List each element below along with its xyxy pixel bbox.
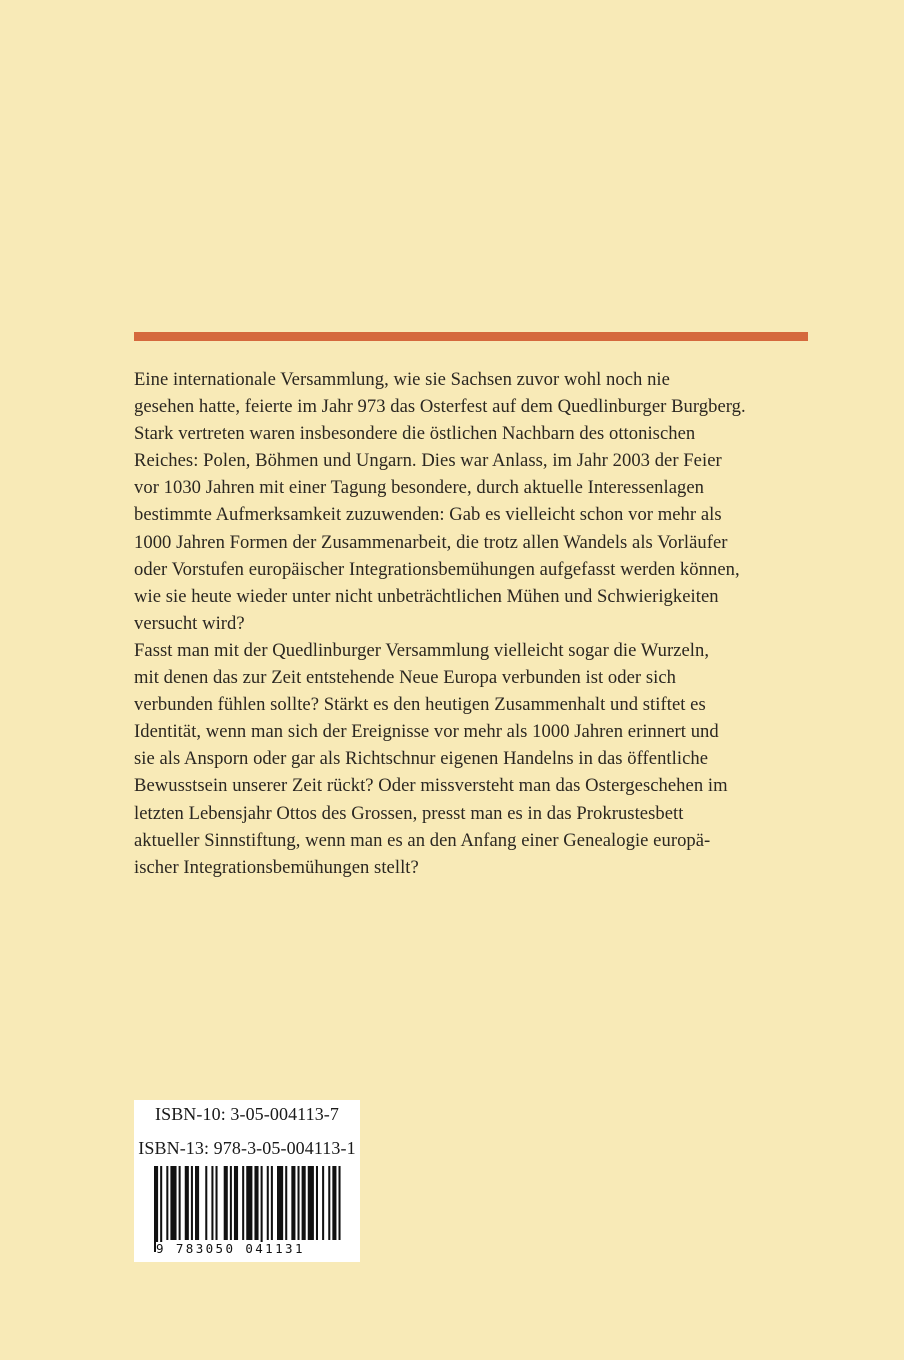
barcode-bar (246, 1166, 252, 1240)
blurb-line: letzten Lebensjahr Ottos des Grossen, presst man es in das Prokrustesbett (134, 802, 684, 824)
blurb-line: bestimmte Aufmerksamkeit zuzuwenden: Gab es vielleicht schon vor mehr als (134, 504, 722, 526)
blurb-line: verbunden fühlen sollte? Stärkt es den heutigen Zusammenhalt und stiftet es (134, 694, 706, 716)
blurb-line: vor 1030 Jahren mit einer Tagung besondere, durch aktuelle Interessenlagen (134, 477, 704, 499)
barcode-bar (216, 1166, 218, 1240)
barcode-bar (234, 1166, 238, 1240)
barcode-bar (302, 1166, 306, 1240)
blurb-line: aktueller Sinnstiftung, wenn man es an den Anfang einer Genealogie europä- (134, 829, 711, 851)
barcode-bar (316, 1166, 318, 1240)
barcode-bar (191, 1166, 193, 1240)
barcode-bar (277, 1166, 283, 1240)
barcode-bar (271, 1166, 273, 1240)
blurb-line: Reiches: Polen, Böhmen und Ungarn. Dies war Anlass, im Jahr 2003 der Feier (134, 450, 722, 472)
barcode-bar (185, 1166, 189, 1240)
barcode-bar (339, 1166, 341, 1240)
barcode-bar (160, 1166, 162, 1252)
barcode-bar (308, 1166, 314, 1240)
barcode-bar (179, 1166, 181, 1240)
barcode-bar (261, 1166, 263, 1252)
barcode-bar (166, 1166, 168, 1240)
barcode-bar (298, 1166, 300, 1240)
barcode-bar (332, 1166, 336, 1240)
blurb-line: gesehen hatte, feierte im Jahr 973 das Osterfest auf dem Quedlinburger Burgberg. (134, 396, 746, 418)
blurb-line: Stark vertreten waren insbesondere die östlichen Nachbarn des ottonischen (134, 423, 696, 445)
isbn-10: ISBN-10: 3-05-004113-7 (154, 1104, 340, 1124)
blurb-line: oder Vorstufen europäischer Integrationsbemühungen aufgefasst werden können, (134, 558, 740, 580)
blurb-line: Bewusstsein unserer Zeit rückt? Oder missversteht man das Ostergeschehen im (134, 775, 728, 797)
isbn-13: ISBN-13: 978-3-05-004113-1 (138, 1138, 356, 1158)
barcode-bar (242, 1166, 244, 1240)
blurb-line: Eine internationale Versammlung, wie sie Sachsen zuvor wohl noch nie (134, 369, 670, 390)
barcode-bar (224, 1166, 228, 1240)
blurb-line: versucht wird? (134, 612, 245, 634)
blurb-line: ischer Integrationsbemühungen stellt? (134, 856, 419, 878)
blurb-line: 1000 Jahren Formen der Zusammenarbeit, die trotz allen Wandels als Vorläufer (134, 531, 728, 553)
barcode-bar (291, 1166, 295, 1240)
barcode-bar (328, 1166, 330, 1240)
barcode-bar (267, 1166, 269, 1240)
barcode-bar (285, 1166, 287, 1240)
blurb-line: Fasst man mit der Quedlinburger Versammlung vielleicht sogar die Wurzeln, (134, 639, 710, 661)
barcode-bar (230, 1166, 232, 1240)
blurb-line: sie als Ansporn oder gar als Richtschnur eigenen Handelns in das öffentliche (134, 748, 709, 770)
blurb-line: mit denen das zur Zeit entstehende Neue Europa verbunden ist oder sich (134, 667, 677, 689)
blurb-line: Identität, wenn man sich der Ereignisse vor mehr als 1000 Jahren erinnert und (134, 721, 719, 743)
accent-rule (134, 332, 808, 341)
barcode-bar (205, 1166, 207, 1240)
barcode-bar (322, 1166, 324, 1240)
barcode-bar (211, 1166, 213, 1240)
barcode-bar (254, 1166, 258, 1240)
isbn-box (134, 1100, 360, 1262)
barcode-bar (170, 1166, 176, 1240)
blurb-line: wie sie heute wieder unter nicht unbeträchtlichen Mühen und Schwierigkeiten (134, 585, 719, 607)
barcode-digits: 9 783050 041131 (156, 1242, 342, 1256)
barcode-bar (154, 1166, 158, 1252)
barcode-bar (195, 1166, 199, 1240)
blurb-text (134, 366, 808, 881)
